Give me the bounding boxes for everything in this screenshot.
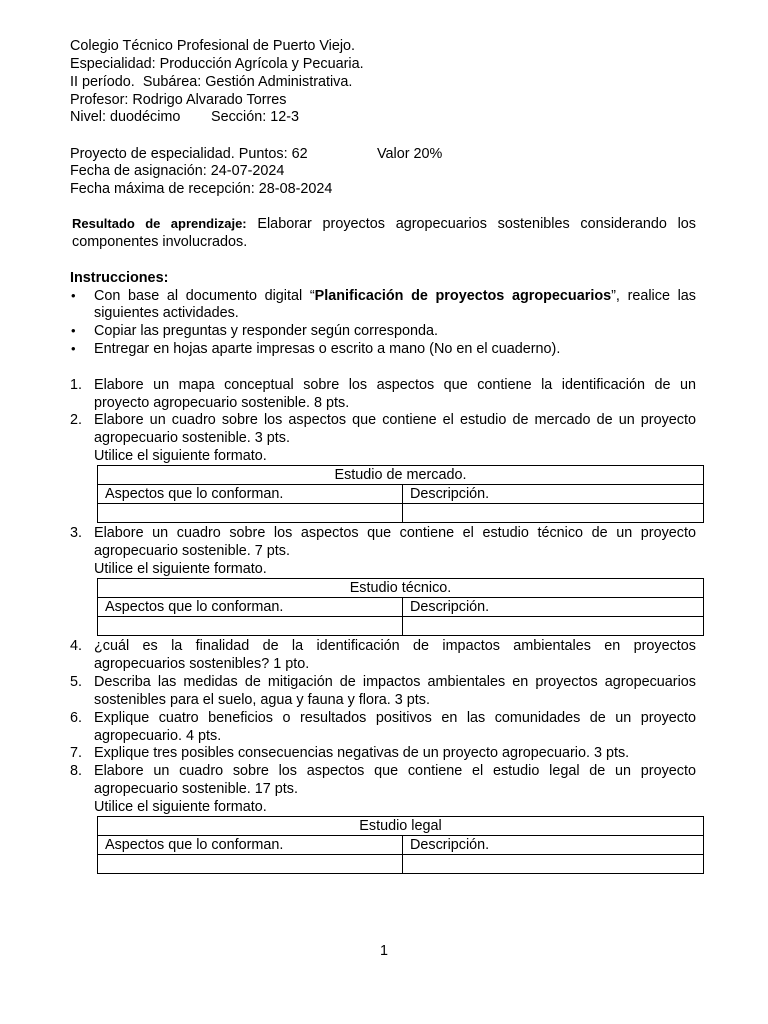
table-cell-empty <box>403 504 704 523</box>
item-number: 7. <box>70 745 83 761</box>
item-2-text: Elabore un cuadro sobre los aspectos que contiene el estudio de mercado de un proyecto <box>94 412 696 428</box>
technical-study-table <box>97 578 704 636</box>
item-2-text-line2: agropecuario sostenible. 3 pts. <box>94 430 290 446</box>
item-number: 4. <box>70 638 83 654</box>
item-number: 6. <box>70 710 83 726</box>
item-6-text: Explique cuatro beneficios o resultados positivos en las comunidades de un proyecto <box>94 710 696 726</box>
table-header-description: Descripción. <box>403 485 704 504</box>
instruction-1-pre: Con base al documento digital “ <box>94 288 315 304</box>
item-6-text-line2: agropecuario. 4 pts. <box>94 728 222 744</box>
table-header-aspects: Aspectos que lo conforman. <box>98 836 403 855</box>
assigned-date: Fecha de asignación: 24-07-2024 <box>70 163 285 179</box>
table-cell-empty <box>403 617 704 636</box>
instruction-1-line2: siguientes actividades. <box>94 305 239 321</box>
page-number: 1 <box>379 943 388 959</box>
item-1-text: Elabore un mapa conceptual sobre los aspectos que contiene la identificación de un <box>94 377 696 393</box>
school-name: Colegio Técnico Profesional de Puerto Viejo. <box>70 38 356 54</box>
item-5-text-line2: sostenibles para el suelo, agua y fauna y flora. 3 pts. <box>94 692 430 708</box>
subarea: Subárea: Gestión Administrativa. <box>142 74 353 90</box>
table-header-description: Descripción. <box>403 598 704 617</box>
item-number: 2. <box>70 412 83 428</box>
table-cell-empty <box>403 855 704 874</box>
table-header-aspects: Aspectos que lo conforman. <box>98 485 403 504</box>
level: Nivel: duodécimo <box>70 109 181 125</box>
project-value: Valor 20% <box>377 146 443 162</box>
item-number: 1. <box>70 377 83 393</box>
bullet-icon: • <box>71 288 76 303</box>
table-title: Estudio legal <box>98 817 704 836</box>
table-cell-empty <box>98 504 403 523</box>
table-title: Estudio de mercado. <box>98 466 704 485</box>
instruction-1-post: ”, realice las <box>611 288 697 304</box>
period <box>70 73 352 91</box>
item-3-text: Elabore un cuadro sobre los aspectos que contiene el estudio técnico de un proyecto <box>94 525 696 541</box>
item-8-text: Elabore un cuadro sobre los aspectos que contiene el estudio legal de un proyecto <box>94 763 696 779</box>
item-number: 8. <box>70 763 83 779</box>
legal-study-table <box>97 816 704 874</box>
item-3-text-line2: agropecuario sostenible. 7 pts. <box>94 543 290 559</box>
instruction-2: Copiar las preguntas y responder según corresponda. <box>94 323 438 339</box>
teacher: Profesor: Rodrigo Alvarado Torres <box>70 92 287 108</box>
table-cell-empty <box>98 855 403 874</box>
deadline-date: Fecha máxima de recepción: 28-08-2024 <box>70 181 333 197</box>
instructions-heading: Instrucciones: <box>70 270 169 286</box>
item-8-format-note: Utilice el siguiente formato. <box>94 799 267 815</box>
instruction-3: Entregar en hojas aparte impresas o escrito a mano (No en el cuaderno). <box>94 341 561 357</box>
table-cell-empty <box>98 617 403 636</box>
learning-text: Elaborar proyectos agropecuarios sostenibles considerando los <box>257 216 696 232</box>
table-header-description: Descripción. <box>403 836 704 855</box>
item-number: 3. <box>70 525 83 541</box>
item-number: 5. <box>70 674 83 690</box>
item-7-text: Explique tres posibles consecuencias negativas de un proyecto agropecuario. 3 pts. <box>94 745 630 761</box>
learning-label: Resultado de aprendizaje: <box>72 216 247 231</box>
table-header-aspects: Aspectos que lo conforman. <box>98 598 403 617</box>
document-title: Planificación de proyectos agropecuarios <box>314 288 612 304</box>
period-label: II período. <box>70 74 135 90</box>
bullet-icon: • <box>71 323 76 338</box>
item-5-text: Describa las medidas de mitigación de impactos ambientales en proyectos agropecuarios <box>94 674 696 690</box>
item-8-text-line2: agropecuario sostenible. 17 pts. <box>94 781 298 797</box>
table-title: Estudio técnico. <box>98 579 704 598</box>
bullet-icon: • <box>71 341 76 356</box>
project-title-points: Proyecto de especialidad. Puntos: 62 <box>70 146 308 162</box>
item-3-format-note: Utilice el siguiente formato. <box>94 561 267 577</box>
learning-text-line2: componentes involucrados. <box>72 234 248 250</box>
item-2-format-note: Utilice el siguiente formato. <box>94 448 267 464</box>
instruction-1 <box>94 287 696 305</box>
learning-outcome <box>72 215 696 233</box>
item-4-text: ¿cuál es la finalidad de la identificación de impactos ambientales en proyectos <box>94 638 696 654</box>
market-study-table <box>97 465 704 523</box>
specialty: Especialidad: Producción Agrícola y Pecuaria. <box>70 56 364 72</box>
section: Sección: 12-3 <box>211 109 299 125</box>
item-4-text-line2: agropecuarios sostenibles? 1 pto. <box>94 656 310 672</box>
item-1-text-line2: proyecto agropecuario sostenible. 8 pts. <box>94 395 350 411</box>
